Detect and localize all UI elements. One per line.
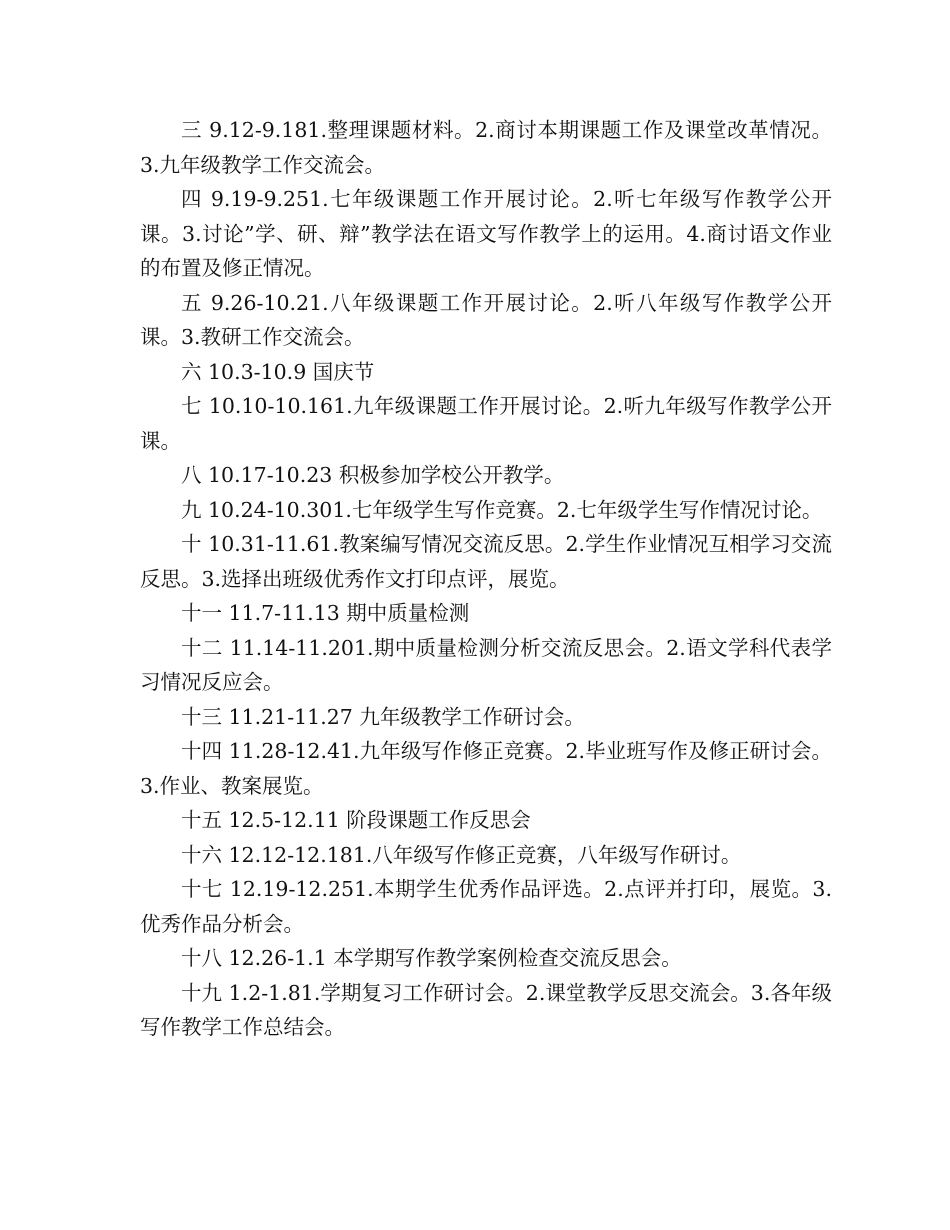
- schedule-week-3: 三 9.12-9.181.整理课题材料。2.商讨本期课题工作及课堂改革情况。3.九年级教学工作交流会。: [140, 118, 832, 177]
- schedule-week-16: 十六 12.12-12.181.八年级写作修正竞赛，八年级写作研讨。: [181, 842, 742, 867]
- schedule-week-7: 七 10.10-10.161.九年级课题工作开展讨论。2.听九年级写作教学公开课。: [140, 394, 832, 453]
- schedule-week-9: 九 10.24-10.301.七年级学生写作竞赛。2.七年级学生写作情况讨论。: [181, 497, 823, 522]
- schedule-week-10: 十 10.31-11.61.教案编写情况交流反思。2.学生作业情况互相学习交流反思。3.选择出班级优秀作文打印点评，展览。: [140, 532, 832, 591]
- schedule-week-6: 六 10.3-10.9 国庆节: [181, 359, 375, 384]
- schedule-week-15: 十五 12.5-12.11 阶段课题工作反思会: [181, 808, 531, 832]
- schedule-week-14: 十四 11.28-12.41.九年级写作修正竞赛。2.毕业班写作及修正研讨会。3.作业、教案展览。: [140, 739, 832, 798]
- schedule-week-12: 十二 11.14-11.201.期中质量检测分析交流反思会。2.语文学科代表学习情况反应会。: [140, 635, 832, 694]
- schedule-week-4: 四 9.19-9.251.七年级课题工作开展讨论。2.听七年级写作教学公开课。3.讨论”学、研、辩”教学法在语文写作教学上的运用。4.商讨语文作业的布置及修正情况。: [140, 187, 832, 280]
- schedule-week-18: 十八 12.26-1.1 本学期写作教学案例检查交流反思会。: [181, 946, 682, 970]
- schedule-week-19: 十九 1.2-1.81.学期复习工作研讨会。2.课堂教学反思交流会。3.各年级写作教学工作总结会。: [140, 980, 832, 1039]
- schedule-week-5: 五 9.26-10.21.八年级课题工作开展讨论。2.听八年级写作教学公开课。3.教研工作交流会。: [140, 290, 832, 349]
- schedule-week-17: 十七 12.19-12.251.本期学生优秀作品评选。2.点评并打印，展览。3.优秀作品分析会。: [140, 877, 832, 936]
- schedule-week-11: 十一 11.7-11.13 期中质量检测: [181, 601, 470, 625]
- schedule-week-13: 十三 11.21-11.27 九年级教学工作研讨会。: [181, 704, 585, 729]
- schedule-week-8: 八 10.17-10.23 积极参加学校公开教学。: [181, 463, 565, 487]
